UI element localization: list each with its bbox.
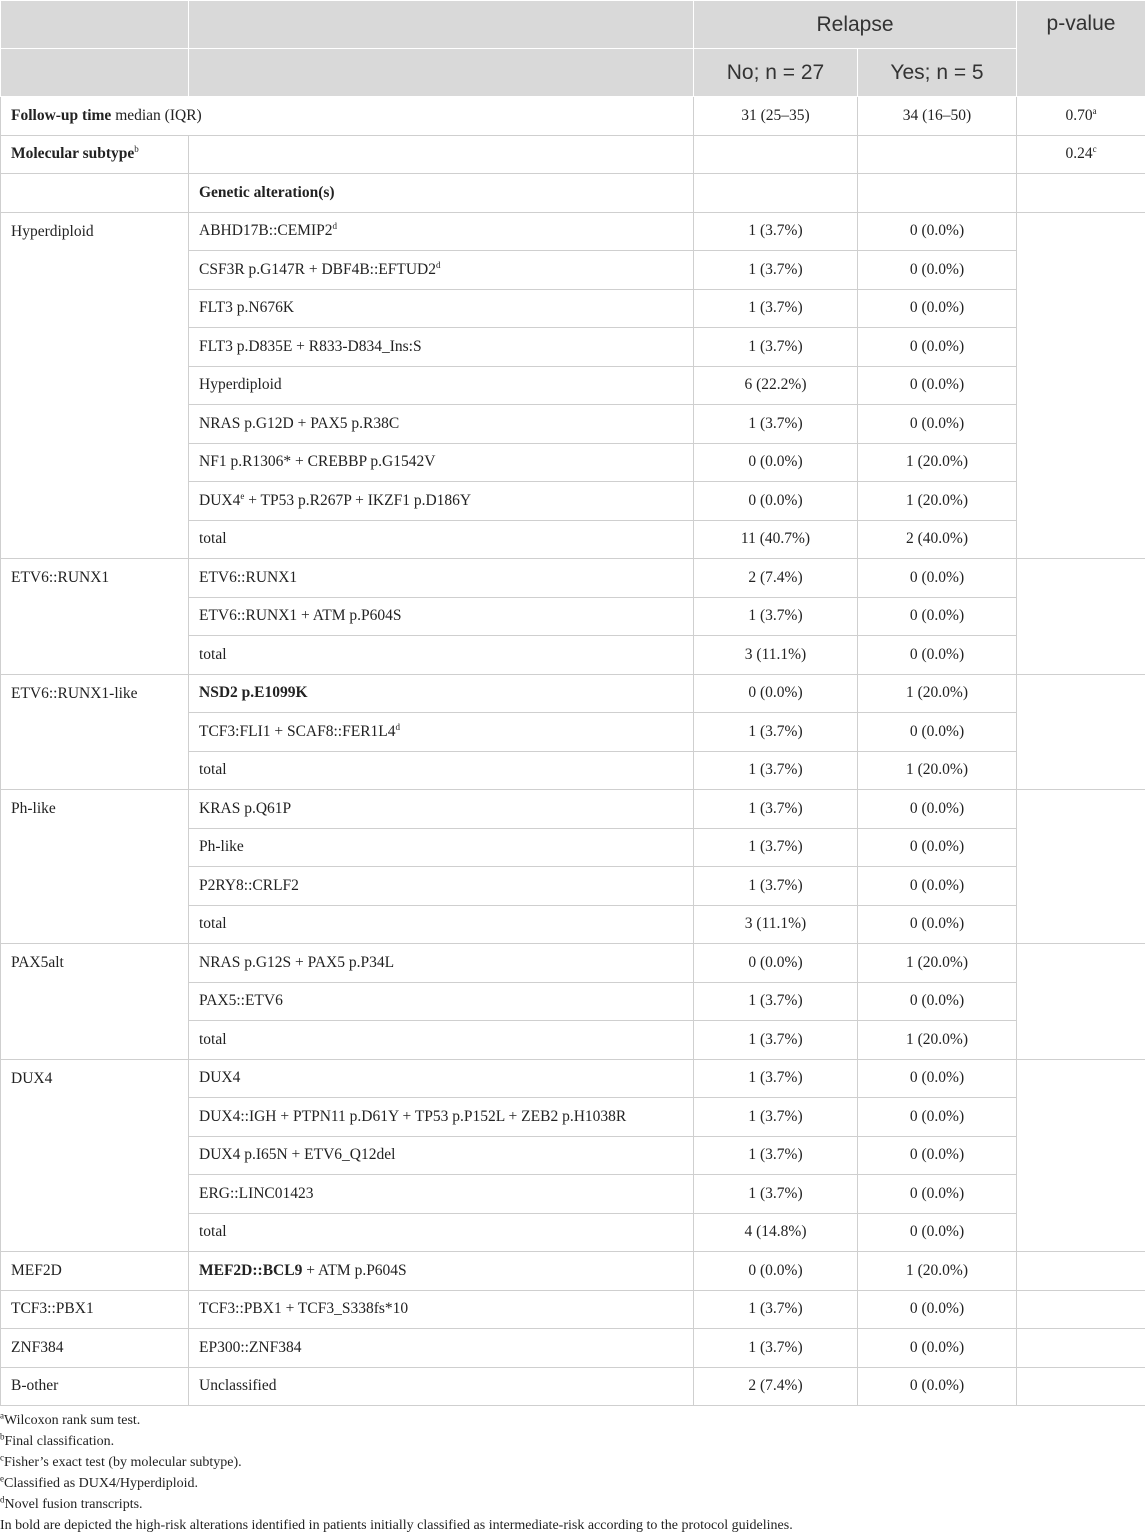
count-yes: 0 (0.0%) [858, 328, 1017, 367]
footnote-text: Wilcoxon rank sum test. [4, 1413, 140, 1428]
alteration-text-rest: + ATM p.P604S [302, 1262, 406, 1279]
pvalue-empty [1017, 1329, 1145, 1368]
footnote-marker: d [0, 1494, 5, 1504]
count-no: 1 (3.7%) [694, 828, 858, 867]
followup-no: 31 (25–35) [694, 97, 858, 136]
genetic-header-empty-p [1017, 174, 1145, 213]
count-no: 1 (3.7%) [694, 1175, 858, 1214]
subtype-etv6-runx1: ETV6::RUNX1 [1, 559, 189, 675]
alteration-cell: ETV6::RUNX1 + ATM p.P604S [189, 597, 694, 636]
count-yes: 0 (0.0%) [858, 597, 1017, 636]
header-yes: Yes; n = 5 [858, 49, 1017, 97]
count-yes: 0 (0.0%) [858, 1290, 1017, 1329]
header-empty-1 [1, 1, 189, 49]
subtype-tcf3-pbx1: TCF3::PBX1 [1, 1290, 189, 1329]
subtype-etv6-runx1-like: ETV6::RUNX1-like [1, 674, 189, 790]
header-row-2 [1, 49, 1145, 97]
alteration-sup: e [240, 491, 244, 501]
footnote-marker: a [0, 1410, 4, 1420]
pvalue-empty [1017, 1290, 1145, 1329]
count-yes: 0 (0.0%) [858, 636, 1017, 675]
molecular-empty [189, 135, 694, 174]
alteration-text-rest: + TP53 p.R267P + IKZF1 p.D186Y [244, 492, 471, 509]
count-no: 11 (40.7%) [694, 520, 858, 559]
table-row [1, 674, 1145, 713]
alteration-text: DUX4 [199, 492, 240, 509]
count-yes: 0 (0.0%) [858, 982, 1017, 1021]
molecular-p-text: 0.24 [1065, 145, 1092, 162]
genetic-header-empty-no [694, 174, 858, 213]
count-no: 0 (0.0%) [694, 482, 858, 521]
alteration-sup: d [333, 221, 338, 231]
count-no: 1 (3.7%) [694, 1021, 858, 1060]
alteration-cell: FLT3 p.N676K [189, 289, 694, 328]
header-relapse: Relapse [694, 1, 1017, 49]
genetic-header-row [1, 174, 1145, 213]
count-yes: 0 (0.0%) [858, 559, 1017, 598]
pvalue-empty [1017, 790, 1145, 944]
count-yes: 0 (0.0%) [858, 1098, 1017, 1137]
header-no: No; n = 27 [694, 49, 858, 97]
alteration-cell: P2RY8::CRLF2 [189, 867, 694, 906]
followup-p-text: 0.70 [1065, 107, 1092, 124]
alteration-cell: Hyperdiploid [189, 366, 694, 405]
pvalue-empty [1017, 944, 1145, 1060]
count-no: 2 (7.4%) [694, 1367, 858, 1406]
genetic-header-empty [1, 174, 189, 213]
table-row [1, 790, 1145, 829]
count-no: 1 (3.7%) [694, 1098, 858, 1137]
alteration-cell: total [189, 520, 694, 559]
count-yes: 0 (0.0%) [858, 212, 1017, 251]
molecular-row [1, 135, 1145, 174]
molecular-empty-yes [858, 135, 1017, 174]
followup-label-rest: median (IQR) [111, 107, 201, 124]
table-row [1, 1252, 1145, 1291]
followup-p-sup: a [1093, 106, 1097, 116]
table-body [1, 97, 1145, 1406]
count-no: 0 (0.0%) [694, 674, 858, 713]
alteration-cell: ETV6::RUNX1 [189, 559, 694, 598]
alteration-cell [189, 482, 694, 521]
alteration-cell: DUX4::IGH + PTPN11 p.D61Y + TP53 p.P152L + ZEB2 p.H1038R [189, 1098, 694, 1137]
molecular-label [1, 135, 189, 174]
footnote [0, 1452, 1145, 1473]
count-yes: 0 (0.0%) [858, 1367, 1017, 1406]
count-no: 0 (0.0%) [694, 944, 858, 983]
molecular-label-text: Molecular subtype [11, 145, 134, 162]
table-row [1, 212, 1145, 251]
count-no: 1 (3.7%) [694, 212, 858, 251]
alteration-cell: DUX4 [189, 1059, 694, 1098]
followup-pvalue [1017, 97, 1145, 136]
subtype-b-other: B-other [1, 1367, 189, 1406]
molecular-label-sup: b [134, 144, 139, 154]
count-no: 3 (11.1%) [694, 905, 858, 944]
count-yes: 2 (40.0%) [858, 520, 1017, 559]
alteration-cell: total [189, 636, 694, 675]
count-yes: 0 (0.0%) [858, 867, 1017, 906]
footnote-text: Classified as DUX4/Hyperdiploid. [4, 1476, 198, 1491]
count-no: 1 (3.7%) [694, 751, 858, 790]
table-row [1, 1290, 1145, 1329]
header-pvalue: p-value [1017, 1, 1145, 97]
count-no: 1 (3.7%) [694, 328, 858, 367]
molecular-pvalue [1017, 135, 1145, 174]
table-row [1, 1329, 1145, 1368]
footnote [0, 1494, 1145, 1515]
count-no: 1 (3.7%) [694, 1059, 858, 1098]
pvalue-empty [1017, 1059, 1145, 1252]
count-no: 1 (3.7%) [694, 867, 858, 906]
header-empty-2 [189, 1, 694, 49]
subtype-dux4: DUX4 [1, 1059, 189, 1252]
alteration-cell: NRAS p.G12D + PAX5 p.R38C [189, 405, 694, 444]
subtype-mef2d: MEF2D [1, 1252, 189, 1291]
count-no: 2 (7.4%) [694, 559, 858, 598]
count-no: 1 (3.7%) [694, 1136, 858, 1175]
footnote-marker: b [0, 1431, 5, 1441]
pvalue-empty [1017, 1252, 1145, 1291]
subtype-hyperdiploid: Hyperdiploid [1, 212, 189, 559]
count-yes: 0 (0.0%) [858, 905, 1017, 944]
genetic-header-empty-yes [858, 174, 1017, 213]
alteration-sup: d [436, 260, 441, 270]
alteration-cell [189, 212, 694, 251]
alteration-text: ABHD17B::CEMIP2 [199, 222, 333, 239]
subtype-pax5alt: PAX5alt [1, 944, 189, 1060]
table-footnotes [0, 1410, 1145, 1536]
table-row [1, 944, 1145, 983]
count-yes: 0 (0.0%) [858, 1136, 1017, 1175]
alteration-cell: Unclassified [189, 1367, 694, 1406]
count-yes: 0 (0.0%) [858, 366, 1017, 405]
count-yes: 1 (20.0%) [858, 1252, 1017, 1291]
alteration-cell: total [189, 751, 694, 790]
footnote-text: Final classification. [5, 1434, 115, 1449]
footnote-bold-note: In bold are depicted the high-risk alterations identified in patients initially classified as intermediate-risk according to the protocol guidelines. [0, 1515, 1145, 1536]
count-no: 3 (11.1%) [694, 636, 858, 675]
count-no: 1 (3.7%) [694, 1329, 858, 1368]
footnote [0, 1431, 1145, 1452]
count-yes: 1 (20.0%) [858, 482, 1017, 521]
footnote-text: Novel fusion transcripts. [5, 1497, 143, 1512]
table-row [1, 559, 1145, 598]
table-header [1, 1, 1145, 97]
count-yes: 0 (0.0%) [858, 790, 1017, 829]
count-yes: 1 (20.0%) [858, 751, 1017, 790]
alteration-cell-highrisk: NSD2 p.E1099K [189, 674, 694, 713]
count-no: 4 (14.8%) [694, 1213, 858, 1252]
table-row [1, 1367, 1145, 1406]
alteration-cell: total [189, 905, 694, 944]
pvalue-empty [1017, 212, 1145, 559]
count-no: 1 (3.7%) [694, 289, 858, 328]
count-no: 1 (3.7%) [694, 982, 858, 1021]
pvalue-empty [1017, 559, 1145, 675]
header-empty-3 [1, 49, 189, 97]
footnote [0, 1473, 1145, 1494]
alteration-text: CSF3R p.G147R + DBF4B::EFTUD2 [199, 261, 436, 278]
alteration-text-highrisk: MEF2D::BCL9 [199, 1262, 302, 1279]
count-yes: 0 (0.0%) [858, 1213, 1017, 1252]
followup-row [1, 97, 1145, 136]
followup-yes: 34 (16–50) [858, 97, 1017, 136]
count-yes: 1 (20.0%) [858, 944, 1017, 983]
alteration-sup: d [396, 722, 401, 732]
alteration-cell: Ph-like [189, 828, 694, 867]
count-yes: 0 (0.0%) [858, 713, 1017, 752]
alteration-cell: NF1 p.R1306* + CREBBP p.G1542V [189, 443, 694, 482]
subtype-ph-like: Ph-like [1, 790, 189, 944]
footnote-marker: c [0, 1452, 4, 1462]
header-row-1 [1, 1, 1145, 49]
count-yes: 0 (0.0%) [858, 289, 1017, 328]
alteration-cell [189, 251, 694, 290]
alteration-cell: ERG::LINC01423 [189, 1175, 694, 1214]
count-yes: 0 (0.0%) [858, 828, 1017, 867]
count-yes: 0 (0.0%) [858, 1329, 1017, 1368]
alteration-cell: PAX5::ETV6 [189, 982, 694, 1021]
pvalue-empty [1017, 1367, 1145, 1406]
alteration-cell: FLT3 p.D835E + R833-D834_Ins:S [189, 328, 694, 367]
count-no: 1 (3.7%) [694, 251, 858, 290]
count-no: 1 (3.7%) [694, 790, 858, 829]
count-no: 0 (0.0%) [694, 443, 858, 482]
alteration-cell [189, 713, 694, 752]
footnote-text: Fisher’s exact test (by molecular subtype). [4, 1455, 242, 1470]
molecular-p-sup: c [1093, 144, 1097, 154]
count-yes: 1 (20.0%) [858, 1021, 1017, 1060]
count-no: 6 (22.2%) [694, 366, 858, 405]
count-no: 1 (3.7%) [694, 405, 858, 444]
alteration-text: TCF3:FLI1 + SCAF8::FER1L4 [199, 723, 396, 740]
table-row [1, 1059, 1145, 1098]
count-yes: 0 (0.0%) [858, 1175, 1017, 1214]
count-yes: 1 (20.0%) [858, 674, 1017, 713]
alteration-cell: TCF3::PBX1 + TCF3_S338fs*10 [189, 1290, 694, 1329]
alteration-cell: total [189, 1213, 694, 1252]
count-no: 1 (3.7%) [694, 713, 858, 752]
followup-label [1, 97, 694, 136]
count-no: 0 (0.0%) [694, 1252, 858, 1291]
count-yes: 1 (20.0%) [858, 443, 1017, 482]
alteration-cell: NRAS p.G12S + PAX5 p.P34L [189, 944, 694, 983]
alteration-cell: DUX4 p.I65N + ETV6_Q12del [189, 1136, 694, 1175]
count-yes: 0 (0.0%) [858, 1059, 1017, 1098]
footnote [0, 1410, 1145, 1431]
alteration-cell: EP300::ZNF384 [189, 1329, 694, 1368]
count-no: 1 (3.7%) [694, 1290, 858, 1329]
alteration-cell: total [189, 1021, 694, 1060]
subtype-znf384: ZNF384 [1, 1329, 189, 1368]
footnote-marker: e [0, 1473, 4, 1483]
count-yes: 0 (0.0%) [858, 251, 1017, 290]
pvalue-empty [1017, 674, 1145, 790]
alteration-cell [189, 1252, 694, 1291]
molecular-empty-no [694, 135, 858, 174]
alteration-cell: KRAS p.Q61P [189, 790, 694, 829]
count-yes: 0 (0.0%) [858, 405, 1017, 444]
followup-label-bold: Follow-up time [11, 107, 111, 124]
genetic-header: Genetic alteration(s) [189, 174, 694, 213]
count-no: 1 (3.7%) [694, 597, 858, 636]
header-empty-4 [189, 49, 694, 97]
